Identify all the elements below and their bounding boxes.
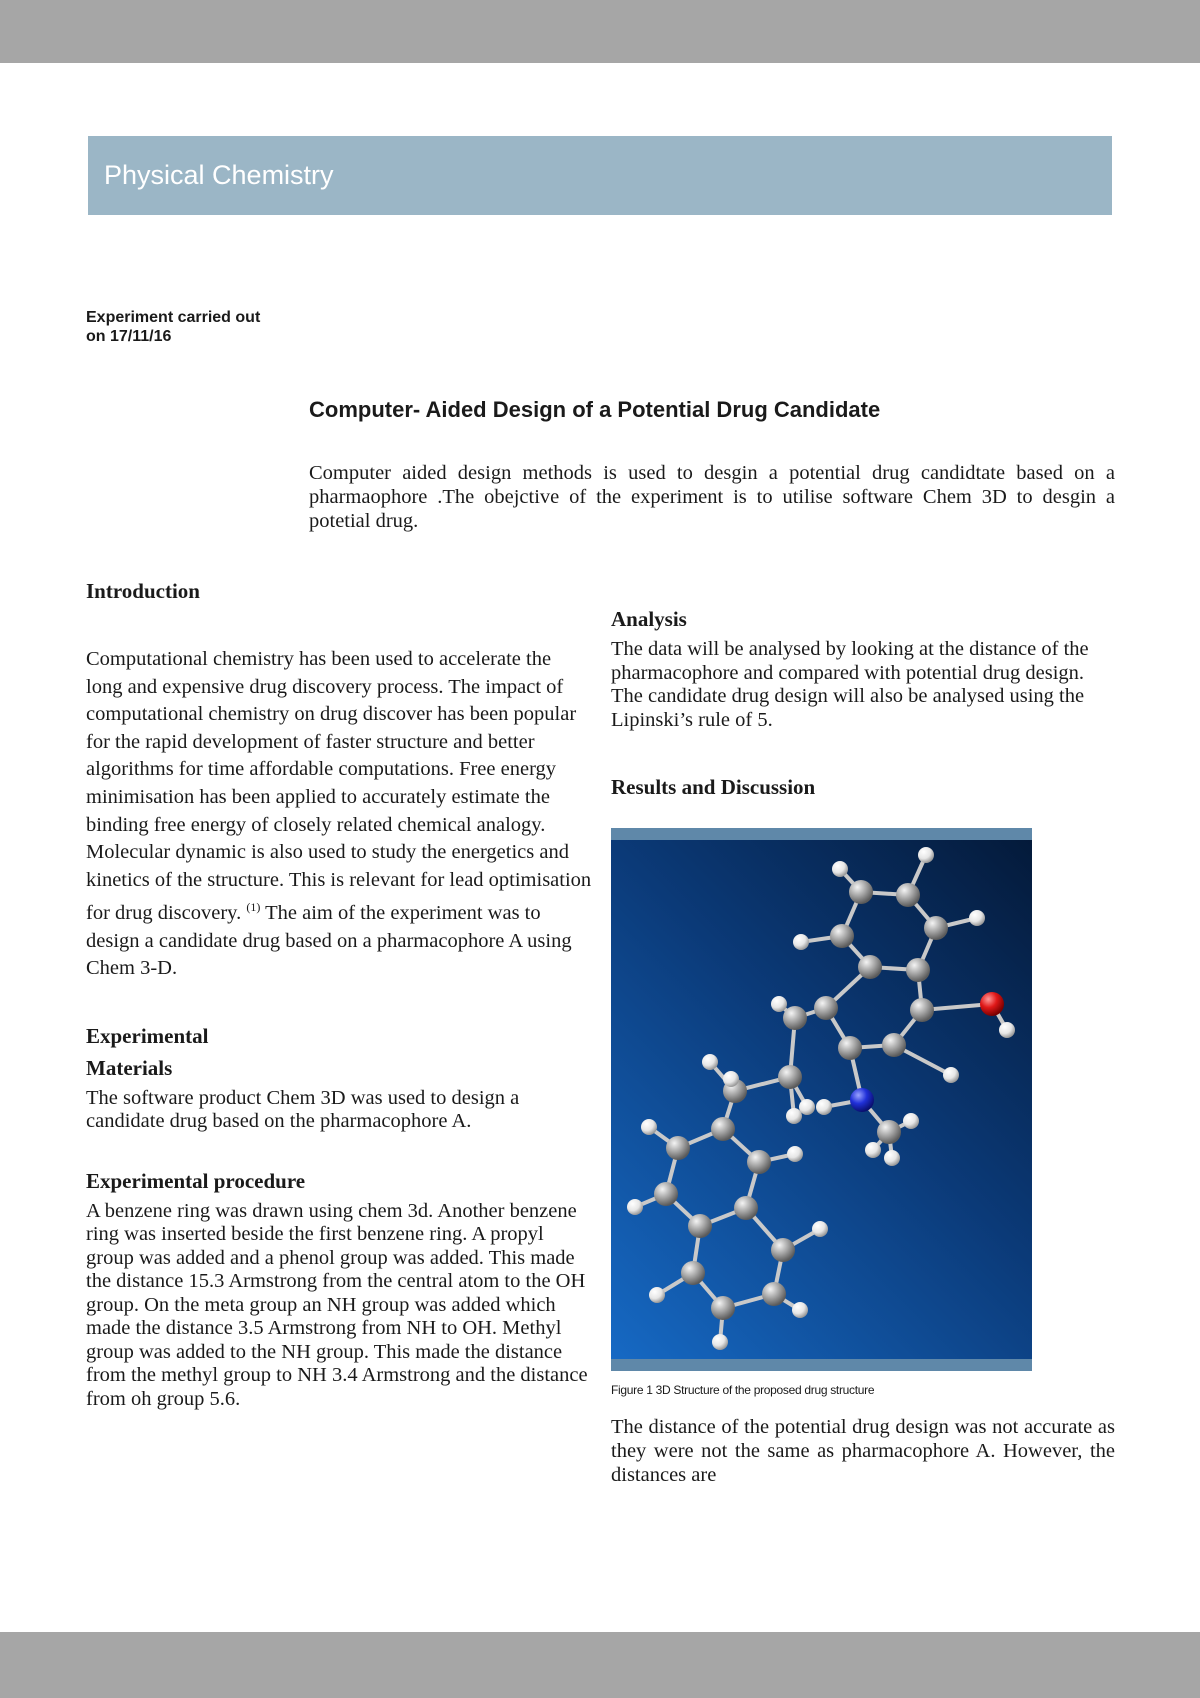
experiment-date xyxy=(86,308,346,346)
banner-title: Physical Chemistry xyxy=(104,160,334,190)
materials-text: The software product Chem 3D was used to design a candidate drug based on the pharmacophore A. xyxy=(86,1086,520,1133)
molecule-figure xyxy=(611,828,1032,1371)
results-text: The distance of the potential drug design was not accurate as they were not the same as pharmacophore A. However, the distances are xyxy=(611,1416,1115,1486)
molecule-render xyxy=(611,840,1032,1359)
hydrogen-atom xyxy=(627,1199,643,1215)
hydrogen-atom xyxy=(786,1108,802,1124)
carbon-atom xyxy=(877,1120,901,1144)
hydrogen-atom xyxy=(787,1146,803,1162)
carbon-atom xyxy=(838,1036,862,1060)
hydrogen-atom xyxy=(918,847,934,863)
hydrogen-atom xyxy=(865,1142,881,1158)
carbon-atom xyxy=(654,1182,678,1206)
carbon-atom xyxy=(762,1282,786,1306)
left-column xyxy=(86,578,592,1411)
introduction-text-part1: Computational chemistry has been used to accelerate the long and expensive drug discovery process. The impact of computational chemistry on drug discover has been popular for the rapid development of faster structure and better algorithms for time affordable computations. Free energy minimisation has been applied to accurately estimate the binding free energy of closely related chemical analogy. Molecular dynamic is also used to study the energetics and kinetics of the structure. This is relevant for lead optimisation for drug discovery. xyxy=(86,648,592,925)
reference-marker: (1) xyxy=(246,900,261,915)
hydrogen-atom xyxy=(903,1113,919,1129)
hydrogen-atom xyxy=(799,1099,815,1115)
carbon-atom xyxy=(783,1006,807,1030)
experiment-date-line1: Experiment carried out xyxy=(86,309,261,326)
hydrogen-atom xyxy=(793,934,809,950)
hydrogen-atom xyxy=(832,861,848,877)
hydrogen-atom xyxy=(702,1054,718,1070)
introduction-text-part2: The aim of the experiment was to design a candidate drug based on a pharmacophore A using Chem 3-D. xyxy=(86,902,572,980)
hydrogen-atom xyxy=(943,1067,959,1083)
document-title: Computer- Aided Design of a Potential Drug Candidate xyxy=(309,397,881,422)
carbon-atom xyxy=(666,1136,690,1160)
introduction-heading: Introduction xyxy=(86,579,200,603)
oxygen-atom xyxy=(980,992,1004,1016)
hydrogen-atom xyxy=(723,1071,739,1087)
carbon-atom xyxy=(771,1238,795,1262)
carbon-atom xyxy=(858,955,882,979)
analysis-heading: Analysis xyxy=(611,607,687,631)
carbon-atom xyxy=(849,880,873,904)
carbon-atom xyxy=(778,1065,802,1089)
carbon-atom xyxy=(688,1214,712,1238)
procedure-text: A benzene ring was drawn using chem 3d. Another benzene ring was inserted beside the first benzene ring. A propyl group was added and a phenol group was added. This made the distance 15.3 Armstrong from the central atom to the OH group. On the meta group an NH group was added which made the distance 3.5 Armstrong from NH to OH. Methyl group was added to the NH group. This made the distance from the methyl group to NH 3.4 Armstrong and the distance from oh group 5.6. xyxy=(86,1199,588,1410)
carbon-atom xyxy=(747,1150,771,1174)
nitrogen-atom xyxy=(850,1088,874,1112)
carbon-atom xyxy=(882,1033,906,1057)
hydrogen-atom xyxy=(649,1287,665,1303)
figure-caption: Figure 1 3D Structure of the proposed drug structure xyxy=(611,1383,875,1397)
hydrogen-atom xyxy=(884,1150,900,1166)
hydrogen-atom xyxy=(712,1334,728,1350)
right-column xyxy=(611,606,1115,1487)
procedure-heading: Experimental procedure xyxy=(86,1168,306,1193)
bottom-bar xyxy=(0,1632,1200,1698)
hydrogen-atom xyxy=(792,1302,808,1318)
header-banner xyxy=(88,136,1112,215)
carbon-atom xyxy=(830,924,854,948)
carbon-atom xyxy=(711,1296,735,1320)
analysis-text: The data will be analysed by looking at the distance of the pharmacophore and compared with potential drug design. The candidate drug design will also be analysed using the Lipinski’s rule of 5. xyxy=(611,638,1089,731)
results-heading: Results and Discussion xyxy=(611,775,816,799)
hydrogen-atom xyxy=(999,1022,1015,1038)
experimental-heading: Experimental xyxy=(86,1023,209,1048)
hydrogen-atom xyxy=(816,1099,832,1115)
hydrogen-atom xyxy=(969,910,985,926)
materials-heading: Materials xyxy=(86,1055,173,1080)
introduction-text xyxy=(86,646,592,983)
carbon-atom xyxy=(734,1196,758,1220)
molecule-3d-structure xyxy=(611,840,1032,1359)
carbon-atom xyxy=(814,996,838,1020)
abstract: Computer aided design methods is used to desgin a potential drug candidtate based on a pharmaophore .The obejctive of the experiment is to utilise software Chem 3D to desgin a potetial drug. xyxy=(309,462,1115,532)
experiment-date-line2: on 17/11/16 xyxy=(86,328,172,345)
carbon-atom xyxy=(910,998,934,1022)
hydrogen-atom xyxy=(641,1119,657,1135)
carbon-atom xyxy=(924,916,948,940)
carbon-atom xyxy=(896,883,920,907)
hydrogen-atom xyxy=(771,996,787,1012)
carbon-atom xyxy=(906,958,930,982)
hydrogen-atom xyxy=(812,1221,828,1237)
top-bar xyxy=(0,0,1200,63)
carbon-atom xyxy=(711,1117,735,1141)
carbon-atom xyxy=(681,1261,705,1285)
